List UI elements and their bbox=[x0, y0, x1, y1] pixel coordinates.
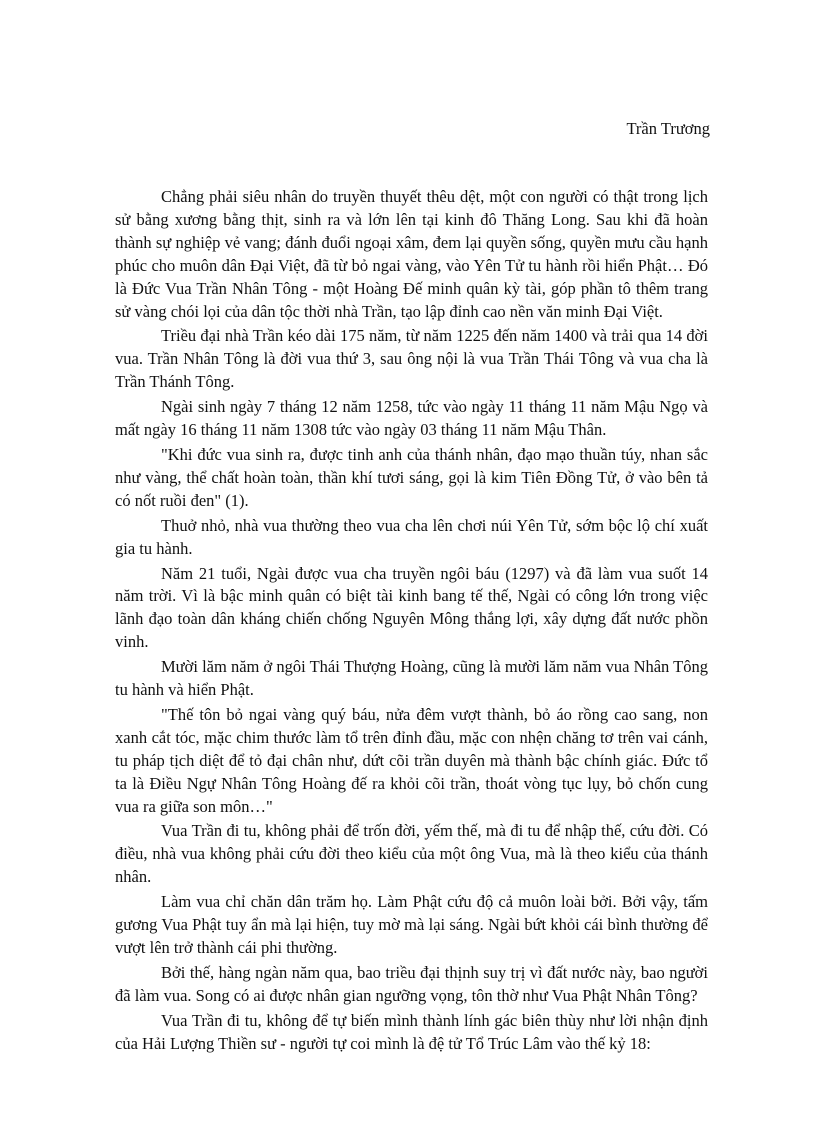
paragraph: Làm vua chỉ chăn dân trăm họ. Làm Phật cứu độ cả muôn loài bởi. Bởi vậy, tấm gương Vua Phật tuy ẩn mà lại hiện, tuy mờ mà lại sáng. Ngài bứt khỏi cái bình thường để vượt lên trở thành cái phi thường. bbox=[115, 892, 708, 957]
paragraph: Triều đại nhà Trần kéo dài 175 năm, từ năm 1225 đến năm 1400 và trải qua 14 đời vua. Trần Nhân Tông là đời vua thứ 3, sau ông nội là vua Trần Thái Tông và vua cha là Trần Thánh Tông. bbox=[115, 326, 708, 392]
article-body bbox=[115, 186, 708, 1058]
paragraph: Bởi thế, hàng ngàn năm qua, bao triều đại thịnh suy trị vì đất nước này, bao người đã làm vua. Song có ai được nhân gian ngưỡng vọng, tôn thờ như Vua Phật Nhân Tông? bbox=[115, 962, 708, 1005]
paragraph: Thuở nhỏ, nhà vua thường theo vua cha lên chơi núi Yên Tử, sớm bộc lộ chí xuất gia tu hành. bbox=[115, 515, 708, 558]
paragraph: Mười lăm năm ở ngôi Thái Thượng Hoàng, cũng là mười lăm năm vua Nhân Tông tu hành và hiển Phật. bbox=[115, 657, 708, 700]
paragraph: "Khi đức vua sinh ra, được tinh anh của thánh nhân, đạo mạo thuần túy, nhan sắc như vàng, thể chất hoàn toàn, thần khí tươi sáng, gọi là kim Tiên Đồng Tử, ở vào bên tả có nốt ruồi đen" (1). bbox=[115, 444, 708, 510]
paragraph: Ngài sinh ngày 7 tháng 12 năm 1258, tức vào ngày 11 tháng 11 năm Mậu Ngọ và mất ngày 16 tháng 11 năm 1308 tức vào ngày 03 tháng 11 năm Mậu Thân. bbox=[115, 397, 708, 440]
paragraph: Vua Trần đi tu, không phải để trốn đời, yếm thế, mà đi tu để nhập thế, cứu đời. Có điều, nhà vua không phải cứu đời theo kiểu của một ông Vua, mà là theo kiểu của thánh nhân. bbox=[115, 821, 708, 887]
paragraph: Vua Trần đi tu, không để tự biến mình thành lính gác biên thùy như lời nhận định của Hải Lượng Thiền sư - người tự coi mình là đệ tử Tổ Trúc Lâm vào thế kỷ 18: bbox=[115, 1010, 708, 1053]
paragraph: Năm 21 tuổi, Ngài được vua cha truyền ngôi báu (1297) và đã làm vua suốt 14 năm trời. Vì là bậc minh quân có biệt tài kinh bang tế thế, Ngài có công lớn trong việc lãnh đạo toàn dân kháng chiến chống Nguyên Mông thắng lợi, xây dựng đất nước phồn vinh. bbox=[115, 563, 708, 652]
author-name: Trần Trương bbox=[626, 119, 710, 138]
paragraph: Chẳng phải siêu nhân do truyền thuyết thêu dệt, một con người có thật trong lịch sử bằng xương bằng thịt, sinh ra và lớn lên tại kinh đô Thăng Long. Sau khi đã hoàn thành sự nghiệp vẻ vang; đánh đuổi ngoại xâm, đem lại quyền sống, quyền mưu cầu hạnh phúc cho muôn dân Đại Việt, đã từ bỏ ngai vàng, vào Yên Tử tu hành rồi hiển Phật… Đó là Đức Vua Trần Nhân Tông - một Hoàng Đế minh quân kỳ tài, góp phần tô thêm trang sử vàng chói lọi của dân tộc thời nhà Trần, tạo lập đỉnh cao nền văn minh Đại Việt. bbox=[115, 187, 708, 321]
paragraph: "Thế tôn bỏ ngai vàng quý báu, nửa đêm vượt thành, bỏ áo rồng cao sang, non xanh cắt tóc, mặc chim thước làm tổ trên đỉnh đầu, mặc con nhện chăng tơ trên vai cánh, tu pháp tịch diệt để tỏ đại chân như, dứt cõi trần duyên mà thành bậc chính giác. Đức tổ ta là Điều Ngự Nhân Tông Hoàng đế ra khỏi cõi trần, thoát vòng tục lụy, bỏ chốn cung vua ra giữa son môn…" bbox=[115, 704, 708, 816]
